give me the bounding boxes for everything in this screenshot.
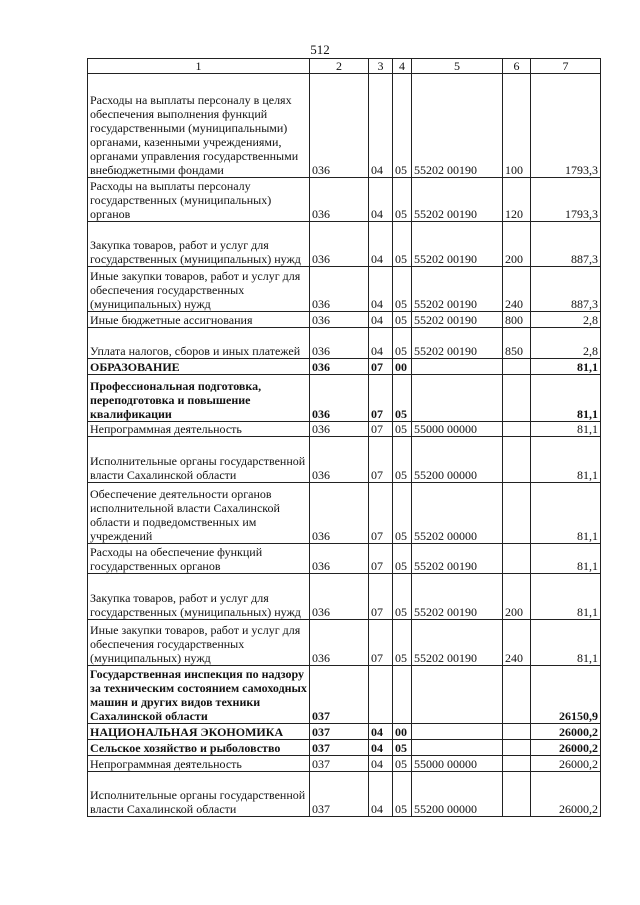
row-name: Государственная инспекция по надзору за техническим состоянием самоходных машин и других видов техники Сахалинской области [88,666,310,724]
row-target-code [412,724,503,740]
row-admin-code: 036 [310,312,369,328]
row-amount: 887,3 [531,267,601,312]
row-admin-code: 036 [310,328,369,359]
row-admin-code: 037 [310,772,369,817]
table-row [88,772,601,817]
row-name: Иные закупки товаров, работ и услуг для обеспечения государственных (муниципальных) нужд [88,267,310,312]
row-admin-code: 037 [310,666,369,724]
row-subsection-code: 05 [393,312,412,328]
row-admin-code: 036 [310,422,369,437]
row-amount: 26000,2 [531,756,601,772]
row-name: Иные закупки товаров, работ и услуг для обеспечения государственных (муниципальных) нужд [88,620,310,666]
row-name: Непрограммная деятельность [88,422,310,437]
row-name: Профессиональная подготовка, переподготовка и повышение квалификации [88,375,310,422]
table-row [88,666,601,724]
row-section-code: 04 [369,74,393,178]
row-subsection-code: 05 [393,375,412,422]
row-section-code: 04 [369,724,393,740]
row-expense-type-code: 200 [503,222,531,267]
row-target-code [412,375,503,422]
row-section-code: 07 [369,574,393,620]
row-amount: 26150,9 [531,666,601,724]
row-name: Закупка товаров, работ и услуг для государственных (муниципальных) нужд [88,574,310,620]
row-admin-code: 036 [310,437,369,483]
row-admin-code: 036 [310,544,369,574]
row-section-code: 04 [369,756,393,772]
table-row [88,74,601,178]
row-amount: 81,1 [531,620,601,666]
row-section-code: 04 [369,312,393,328]
row-subsection-code: 05 [393,422,412,437]
row-target-code [412,666,503,724]
row-target-code: 55202 00190 [412,544,503,574]
row-section-code [369,666,393,724]
row-expense-type-code [503,724,531,740]
row-section-code: 07 [369,620,393,666]
row-section-code: 07 [369,544,393,574]
row-subsection-code: 05 [393,437,412,483]
table-row [88,222,601,267]
row-expense-type-code: 100 [503,74,531,178]
row-target-code [412,740,503,756]
table-row [88,574,601,620]
row-expense-type-code [503,740,531,756]
row-section-code: 07 [369,422,393,437]
row-section-code: 07 [369,359,393,375]
row-section-code: 04 [369,740,393,756]
row-amount: 81,1 [531,422,601,437]
row-amount: 1793,3 [531,74,601,178]
row-expense-type-code: 800 [503,312,531,328]
row-name: Закупка товаров, работ и услуг для государственных (муниципальных) нужд [88,222,310,267]
table-row [88,740,601,756]
table-row [88,178,601,222]
row-admin-code: 037 [310,724,369,740]
row-amount: 81,1 [531,359,601,375]
row-target-code: 55202 00190 [412,74,503,178]
row-section-code: 04 [369,772,393,817]
row-amount: 887,3 [531,222,601,267]
row-admin-code: 036 [310,359,369,375]
row-amount: 81,1 [531,544,601,574]
row-name: Расходы на выплаты персоналу в целях обеспечения выполнения функций государственными (муниципальными) органами, казенными учреждениями, органами управления государственными внебюджетными фондами [88,74,310,178]
row-target-code: 55200 00000 [412,437,503,483]
row-expense-type-code [503,772,531,817]
row-amount: 81,1 [531,437,601,483]
row-expense-type-code [503,437,531,483]
row-subsection-code: 05 [393,772,412,817]
row-target-code [412,359,503,375]
row-section-code: 07 [369,375,393,422]
row-subsection-code: 05 [393,544,412,574]
table-row [88,312,601,328]
row-expense-type-code [503,756,531,772]
row-target-code: 55202 00190 [412,178,503,222]
row-expense-type-code: 120 [503,178,531,222]
row-section-code: 04 [369,222,393,267]
row-expense-type-code [503,422,531,437]
row-name: Иные бюджетные ассигнования [88,312,310,328]
row-subsection-code: 05 [393,178,412,222]
header-cell-3: 3 [369,59,393,74]
table-row [88,359,601,375]
header-cell-5: 5 [412,59,503,74]
row-admin-code: 037 [310,756,369,772]
header-cell-7: 7 [531,59,601,74]
row-target-code: 55202 00190 [412,312,503,328]
row-subsection-code: 05 [393,222,412,267]
row-name: Расходы на выплаты персоналу государственных (муниципальных) органов [88,178,310,222]
row-amount: 1793,3 [531,178,601,222]
row-amount: 2,8 [531,328,601,359]
table-row [88,437,601,483]
row-subsection-code: 05 [393,756,412,772]
row-admin-code: 036 [310,375,369,422]
row-target-code: 55202 00190 [412,222,503,267]
table-row [88,756,601,772]
row-subsection-code: 05 [393,740,412,756]
header-cell-4: 4 [393,59,412,74]
row-admin-code: 036 [310,74,369,178]
row-admin-code: 036 [310,178,369,222]
row-subsection-code: 00 [393,724,412,740]
row-target-code: 55000 00000 [412,422,503,437]
table-row [88,375,601,422]
row-subsection-code: 05 [393,74,412,178]
page-number: 512 [310,42,330,57]
header-row [88,59,601,74]
table-row [88,422,601,437]
row-amount: 26000,2 [531,740,601,756]
row-target-code: 55202 00190 [412,267,503,312]
row-amount: 81,1 [531,483,601,544]
row-amount: 26000,2 [531,772,601,817]
row-section-code: 04 [369,178,393,222]
row-expense-type-code: 850 [503,328,531,359]
row-subsection-code: 05 [393,483,412,544]
table-body [88,74,601,817]
row-expense-type-code [503,666,531,724]
row-name: Обеспечение деятельности органов исполнительной власти Сахалинской области и подведомственных им учреждений [88,483,310,544]
row-subsection-code: 00 [393,359,412,375]
row-subsection-code: 05 [393,328,412,359]
row-name: Расходы на обеспечение функций государственных органов [88,544,310,574]
table-row [88,328,601,359]
row-name: Исполнительные органы государственной власти Сахалинской области [88,772,310,817]
row-amount: 81,1 [531,375,601,422]
budget-table [87,58,601,817]
row-target-code: 55000 00000 [412,756,503,772]
table-row [88,267,601,312]
row-name: Исполнительные органы государственной власти Сахалинской области [88,437,310,483]
row-section-code: 04 [369,328,393,359]
row-subsection-code: 05 [393,620,412,666]
row-admin-code: 036 [310,222,369,267]
row-amount: 2,8 [531,312,601,328]
row-subsection-code: 05 [393,267,412,312]
table-row [88,620,601,666]
row-name: ОБРАЗОВАНИЕ [88,359,310,375]
row-target-code: 55202 00190 [412,620,503,666]
row-expense-type-code: 240 [503,620,531,666]
row-admin-code: 036 [310,574,369,620]
row-target-code: 55202 00190 [412,328,503,359]
row-amount: 26000,2 [531,724,601,740]
header-cell-1: 1 [88,59,310,74]
row-expense-type-code: 200 [503,574,531,620]
row-expense-type-code [503,375,531,422]
row-target-code: 55202 00000 [412,483,503,544]
row-target-code: 55200 00000 [412,772,503,817]
row-expense-type-code: 240 [503,267,531,312]
table-row [88,724,601,740]
row-target-code: 55202 00190 [412,574,503,620]
row-name: Уплата налогов, сборов и иных платежей [88,328,310,359]
row-name: Непрограммная деятельность [88,756,310,772]
row-amount: 81,1 [531,574,601,620]
row-section-code: 07 [369,483,393,544]
row-expense-type-code [503,544,531,574]
row-admin-code: 036 [310,620,369,666]
header-cell-2: 2 [310,59,369,74]
header-cell-6: 6 [503,59,531,74]
row-subsection-code: 05 [393,574,412,620]
table-row [88,483,601,544]
row-name: Сельское хозяйство и рыболовство [88,740,310,756]
row-admin-code: 036 [310,267,369,312]
row-admin-code: 036 [310,483,369,544]
table-row [88,544,601,574]
row-subsection-code [393,666,412,724]
row-section-code: 04 [369,267,393,312]
row-name: НАЦИОНАЛЬНАЯ ЭКОНОМИКА [88,724,310,740]
row-expense-type-code [503,483,531,544]
row-section-code: 07 [369,437,393,483]
row-expense-type-code [503,359,531,375]
row-admin-code: 037 [310,740,369,756]
